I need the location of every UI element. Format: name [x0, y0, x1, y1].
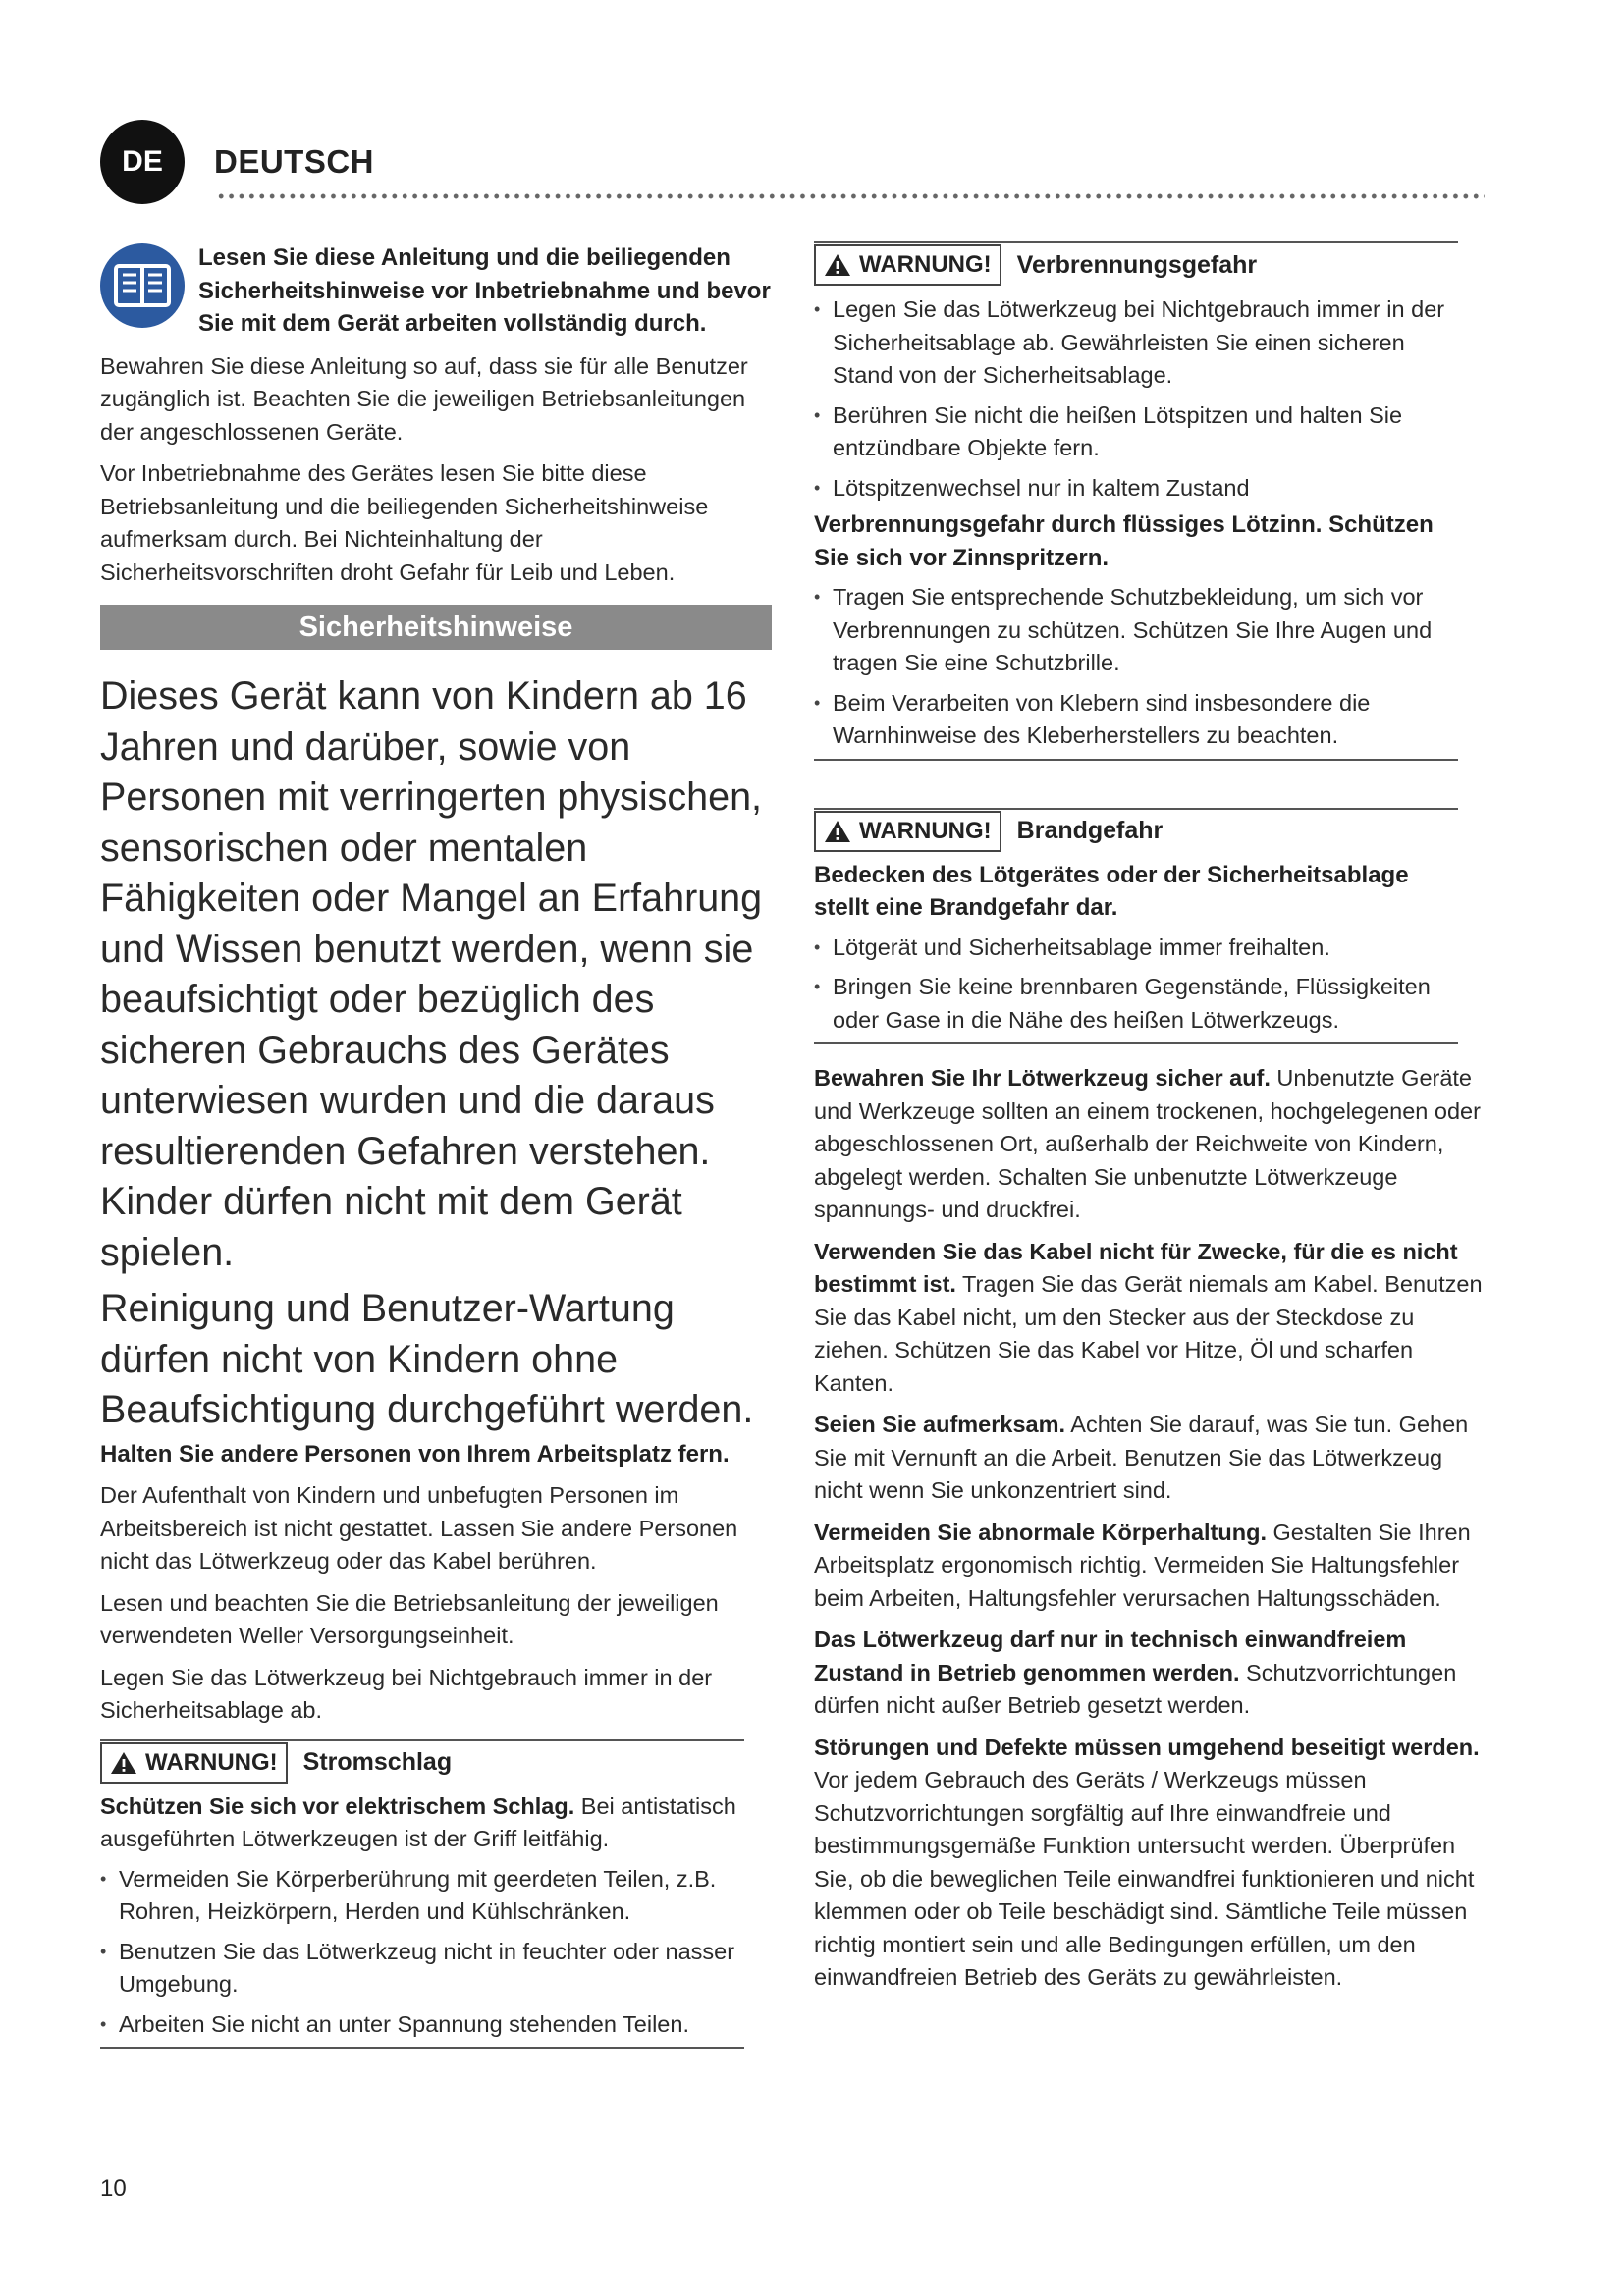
warning-title: Verbrennungsgefahr: [1016, 250, 1258, 279]
book-icon: [100, 243, 185, 328]
warning-label: WARNUNG!: [814, 244, 1001, 286]
list-item: • Beim Verarbeiten von Klebern sind insbesondere die Warnhinweise des Kleberherstellers zu beachten.: [814, 687, 1458, 753]
intro-paragraph-2: Vor Inbetriebnahme des Gerätes lesen Sie bitte diese Betriebsanleitung und die beiliegenden Sicherheitshinweise aufmerksam durch. Bei Nichteinhaltung der Sicherheitsvorschriften droht Gefahr für Leib und Leben.: [100, 460, 709, 585]
safety-paragraph: Seien Sie aufmerksam. Achten Sie darauf, was Sie tun. Gehen Sie mit Vernunft an die Arbeit. Benutzen Sie das Lötwerkzeug nicht wenn Sie unkonzentriert sind.: [814, 1412, 1469, 1503]
warning-electric-shock: [100, 1739, 744, 2050]
warning-list: [814, 294, 1458, 505]
safety-paragraph: Störungen und Defekte müssen umgehend beseitigt werden. Vor jedem Gebrauch des Geräts / Werkzeugs müssen Schutzvorrichtungen sorgfältig auf Ihre einwandfreie und bestimmungsgemäße Funktion untersucht werden. Überprüfen Sie, ob die beweglichen Teile einwandfrei funktionieren und nicht klemmen oder ob Teile beschädigt sind. Sämtliche Teile müssen richtig montiert sein und alle Bedingungen erfüllen, um den einwandfreien Betrieb des Geräts zu gewährleisten.: [814, 1734, 1480, 1990]
warning-burn: [814, 241, 1458, 761]
safety-paragraph: Bewahren Sie Ihr Lötwerkzeug sicher auf. Unbenutzte Geräte und Werkzeuge sollten an einem trockenen, hochgelegenen oder abgeschlossenen Ort, außerhalb der Reichweite von Kindern, abgelegt werden. Schalten Sie unbenutzte Lötwerkzeuge spannungs- und druckfrei.: [814, 1065, 1481, 1222]
list-item: • Vermeiden Sie Körperberührung mit geerdeten Teilen, z.B. Rohren, Heizkörpern, Herden und Kühlschränken.: [100, 1863, 744, 1929]
warning-list: [100, 1863, 744, 2042]
molten-solder-heading: Verbrennungsgefahr durch flüssiges Lötzinn. Schützen Sie sich vor Zinnspritzern.: [814, 511, 1434, 571]
warning-fire: [814, 808, 1458, 1045]
warning-title: Stromschlag: [302, 1748, 453, 1776]
section-header-safety: Sicherheitshinweise: [100, 605, 772, 650]
children-usage-notice: Dieses Gerät kann von Kindern ab 16 Jahren und darüber, sowie von Personen mit verringerten physischen, sensorischen oder mentalen Fähigkeiten oder Mangel an Erfahrung und Wissen benutzt werden, wenn sie beaufsichtigt oder bezüglich des sicheren Gebrauchs des Gerätes unterwiesen wurden und die daraus resultierenden Gefahren verstehen. Kinder dürfen nicht mit dem Gerät spielen.: [100, 674, 763, 1274]
list-item: • Lötgerät und Sicherheitsablage immer freihalten.: [814, 932, 1458, 965]
language-badge: DE: [100, 120, 185, 204]
warning-list: [814, 581, 1458, 753]
safety-paragraph: Das Lötwerkzeug darf nur in technisch einwandfreiem Zustand in Betrieb genommen werden. Schutzvorrichtungen dürfen nicht außer Betrieb gesetzt werden.: [814, 1627, 1457, 1718]
warning-title: Brandgefahr: [1016, 817, 1164, 844]
dotted-divider: [216, 192, 1485, 200]
fire-hazard-heading: Bedecken des Lötgerätes oder der Sicherheitsablage stellt eine Brandgefahr dar.: [814, 861, 1409, 921]
list-item: • Berühren Sie nicht die heißen Lötspitzen und halten Sie entzündbare Objekte fern.: [814, 400, 1458, 465]
safety-paragraph: Vermeiden Sie abnormale Körperhaltung. Gestalten Sie Ihren Arbeitsplatz ergonomisch richtig. Vermeiden Sie Haltungsfehler beim Arbeiten, Haltungsfehler verursachen Haltungsschäden.: [814, 1519, 1471, 1611]
warning-triangle-icon: [824, 820, 851, 843]
intro-paragraph-1: Bewahren Sie diese Anleitung so auf, dass sie für alle Benutzer zugänglich ist. Beachten Sie die jeweiligen Betriebsanleitungen der angeschlossenen Geräte.: [100, 352, 748, 445]
keep-away-paragraph: Der Aufenthalt von Kindern und unbefugten Personen im Arbeitsbereich ist nicht gestattet. Lassen Sie andere Personen nicht das Lötwerkzeug oder das Kabel berühren.: [100, 1482, 738, 1574]
warning-label: WARNUNG!: [100, 1742, 288, 1784]
left-column: [100, 241, 772, 2049]
warning-list: [814, 932, 1458, 1038]
read-manual-notice: [100, 241, 772, 341]
list-item: • Lötspitzenwechsel nur in kaltem Zustand: [814, 472, 1458, 506]
cleaning-notice: Reinigung und Benutzer-Wartung dürfen nicht von Kindern ohne Beaufsichtigung durchgeführt werden.: [100, 1287, 754, 1431]
right-column: [814, 241, 1491, 1995]
language-title: DEUTSCH: [214, 143, 375, 180]
warning-triangle-icon: [824, 253, 851, 277]
list-item: • Benutzen Sie das Lötwerkzeug nicht in feuchter oder nasser Umgebung.: [100, 1936, 744, 2002]
list-item: • Bringen Sie keine brennbaren Gegenstände, Flüssigkeiten oder Gase in die Nähe des heißen Lötwerkzeugs.: [814, 971, 1458, 1037]
warning-triangle-icon: [110, 1751, 137, 1775]
list-item: • Arbeiten Sie nicht an unter Spannung stehenden Teilen.: [100, 2008, 744, 2042]
keep-away-heading: Halten Sie andere Personen von Ihrem Arbeitsplatz fern.: [100, 1440, 730, 1468]
page-number: 10: [100, 2175, 127, 2202]
intro-bold-text: Lesen Sie diese Anleitung und die beiliegenden Sicherheitshinweise vor Inbetriebnahme und bevor Sie mit dem Gerät arbeiten vollständig durch.: [198, 244, 771, 337]
storage-paragraph: Legen Sie das Lötwerkzeug bei Nichtgebrauch immer in der Sicherheitsablage ab.: [100, 1664, 713, 1723]
manual-paragraph: Lesen und beachten Sie die Betriebsanleitung der jeweiligen verwendeten Weller Versorgungseinheit.: [100, 1589, 719, 1648]
list-item: • Tragen Sie entsprechende Schutzbekleidung, um sich vor Verbrennungen zu schützen. Schützen Sie Ihre Augen und tragen Sie eine Schutzbrille.: [814, 581, 1458, 680]
safety-paragraph: Verwenden Sie das Kabel nicht für Zwecke, für die es nicht bestimmt ist. Tragen Sie das Gerät niemals am Kabel. Benutzen Sie das Kabel nicht, um den Stecker aus der Steckdose zu ziehen. Schützen Sie das Kabel vor Hitze, Öl und scharfen Kanten.: [814, 1238, 1483, 1396]
list-item: • Legen Sie das Lötwerkzeug bei Nichtgebrauch immer in der Sicherheitsablage ab. Gewährleisten Sie einen sicheren Stand von der Sicherheitsablage.: [814, 294, 1458, 393]
warning-label: WARNUNG!: [814, 811, 1001, 852]
warning-lead: Schützen Sie sich vor elektrischem Schlag. Bei antistatisch ausgeführten Lötwerkzeugen ist der Griff leitfähig.: [100, 1792, 736, 1851]
